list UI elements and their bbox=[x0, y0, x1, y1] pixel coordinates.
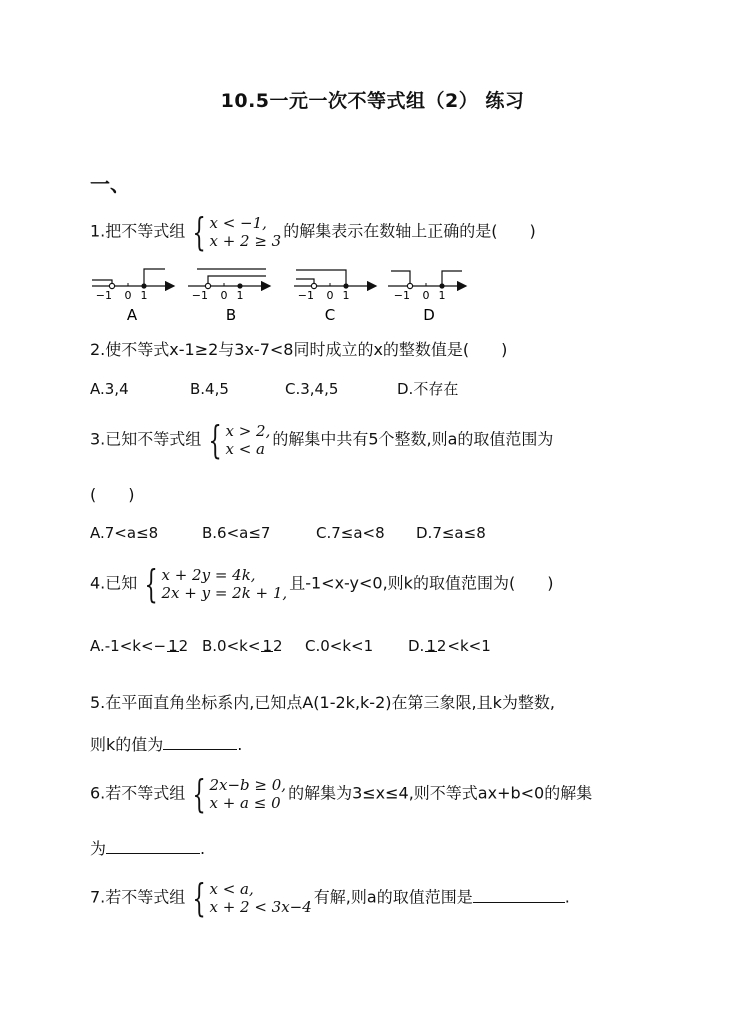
q3-ineq-2: x < a bbox=[225, 440, 265, 458]
page-title: 10.5一元一次不等式组（2） 练习 bbox=[220, 90, 525, 112]
q1-prefix: 1.把不等式组 bbox=[90, 221, 186, 241]
q3-option-a: A.7<a≤8 bbox=[90, 524, 159, 542]
q2-option-b: B.4,5 bbox=[190, 380, 229, 398]
q1-ineq-2: x + 2 ≥ 3 bbox=[209, 232, 282, 250]
question-3 bbox=[90, 418, 554, 462]
q2-option-d: D.不存在 bbox=[397, 380, 459, 398]
q1-ineq-1: x < −1, bbox=[209, 214, 267, 232]
axis-label: 1 bbox=[140, 289, 148, 302]
option-label-d: D bbox=[423, 306, 435, 324]
question-5: 5.在平面直角坐标系内,已知点A(1-2k,k-2)在第三象限,且k为整数, bbox=[90, 693, 555, 712]
q6-prefix: 6.若不等式组 bbox=[90, 783, 186, 803]
q7-system: { x < a, x + 2 < 3x−4 bbox=[192, 876, 312, 920]
axis-label: −1 bbox=[191, 289, 208, 302]
axis-label: 1 bbox=[438, 289, 446, 302]
axis-label: −1 bbox=[393, 289, 410, 302]
fraction: 12 bbox=[168, 637, 189, 655]
axis-label: 0 bbox=[422, 289, 430, 302]
q6-suffix: 的解集为3≤x≤4,则不等式ax+b<0的解集 bbox=[288, 783, 593, 803]
q4-option-b: B.0<k< 12 bbox=[202, 637, 283, 655]
q4-prefix: 4.已知 bbox=[90, 573, 138, 593]
q7-ineq-2: x + 2 < 3x−4 bbox=[209, 898, 312, 916]
option-label-a: A bbox=[126, 306, 138, 324]
q7-answer-blank[interactable] bbox=[473, 888, 565, 903]
question-1 bbox=[90, 210, 536, 254]
q3-options bbox=[90, 523, 486, 542]
q6-answer-blank[interactable] bbox=[106, 839, 200, 854]
fraction: 12 bbox=[426, 637, 447, 655]
question-6 bbox=[90, 772, 593, 816]
q4-option-c: C.0<k<1 bbox=[305, 637, 374, 655]
numberline-b bbox=[188, 269, 270, 324]
q4-option-a: A.-1<k<− 12 bbox=[90, 637, 189, 655]
question-2: 2.使不等式x-1≥2与3x-7<8同时成立的x的整数值是( ) bbox=[90, 340, 508, 359]
q4-options bbox=[90, 636, 491, 655]
axis-label: 1 bbox=[236, 289, 244, 302]
option-label-c: C bbox=[324, 306, 336, 324]
q5-answer-blank[interactable] bbox=[163, 735, 237, 750]
q3-option-d: D.7≤a≤8 bbox=[416, 524, 486, 542]
fraction: 12 bbox=[262, 637, 283, 655]
q3-prefix: 3.已知不等式组 bbox=[90, 429, 202, 449]
q6-line-2: 为 . bbox=[90, 839, 206, 858]
question-7: 7.若不等式组 { x < a, x + 2 < 3x−4 有解,则a的取值范围是 . bbox=[90, 876, 570, 920]
q7-suffix: 有解,则a的取值范围是 bbox=[313, 887, 473, 907]
q4-eq-1: x + 2y = 4k, bbox=[161, 566, 256, 584]
q4-system: { x + 2y = 4k, 2x + y = 2k + 1, bbox=[144, 562, 288, 606]
axis-label: 0 bbox=[326, 289, 334, 302]
q7-prefix: 7.若不等式组 bbox=[90, 887, 186, 907]
q6-ineq-2: x + a ≤ 0 bbox=[209, 794, 281, 812]
numberline-d bbox=[388, 271, 466, 324]
section-heading: 一、 bbox=[90, 172, 130, 196]
numberline-c bbox=[294, 270, 376, 324]
axis-label: −1 bbox=[297, 289, 314, 302]
q3-option-b: B.6<a≤7 bbox=[202, 524, 271, 542]
axis-label: 1 bbox=[342, 289, 350, 302]
option-label-b: B bbox=[225, 306, 237, 324]
q3-system: { x > 2, x < a bbox=[208, 418, 271, 462]
q6-system: { 2x−b ≥ 0, x + a ≤ 0 bbox=[192, 772, 287, 816]
numberline-a bbox=[92, 269, 174, 324]
axis-label: −1 bbox=[95, 289, 112, 302]
q5-line-2: 则k的值为 . bbox=[90, 735, 243, 754]
q3-ineq-1: x > 2, bbox=[225, 422, 271, 440]
q2-option-c: C.3,4,5 bbox=[285, 380, 339, 398]
q4-suffix: 且-1<x-y<0,则k的取值范围为( ) bbox=[289, 573, 554, 593]
q6-ineq-1: 2x−b ≥ 0, bbox=[209, 776, 287, 794]
q3-suffix: 的解集中共有5个整数,则a的取值范围为 bbox=[272, 429, 554, 449]
q4-option-d: D. 12<k<1 bbox=[408, 637, 491, 655]
q3-option-c: C.7≤a<8 bbox=[316, 524, 385, 542]
q2-option-a: A.3,4 bbox=[90, 380, 129, 398]
q7-ineq-1: x < a, bbox=[209, 880, 254, 898]
q4-eq-2: 2x + y = 2k + 1, bbox=[161, 584, 288, 602]
q1-suffix: 的解集表示在数轴上正确的是( ) bbox=[283, 221, 536, 241]
q1-number-lines bbox=[88, 262, 468, 326]
q1-system: { x < −1, x + 2 ≥ 3 bbox=[192, 210, 282, 254]
question-4 bbox=[90, 562, 554, 606]
axis-label: 0 bbox=[124, 289, 132, 302]
axis-label: 0 bbox=[220, 289, 228, 302]
q3-answer-paren: ( ) bbox=[90, 485, 135, 504]
q2-options bbox=[90, 378, 458, 399]
